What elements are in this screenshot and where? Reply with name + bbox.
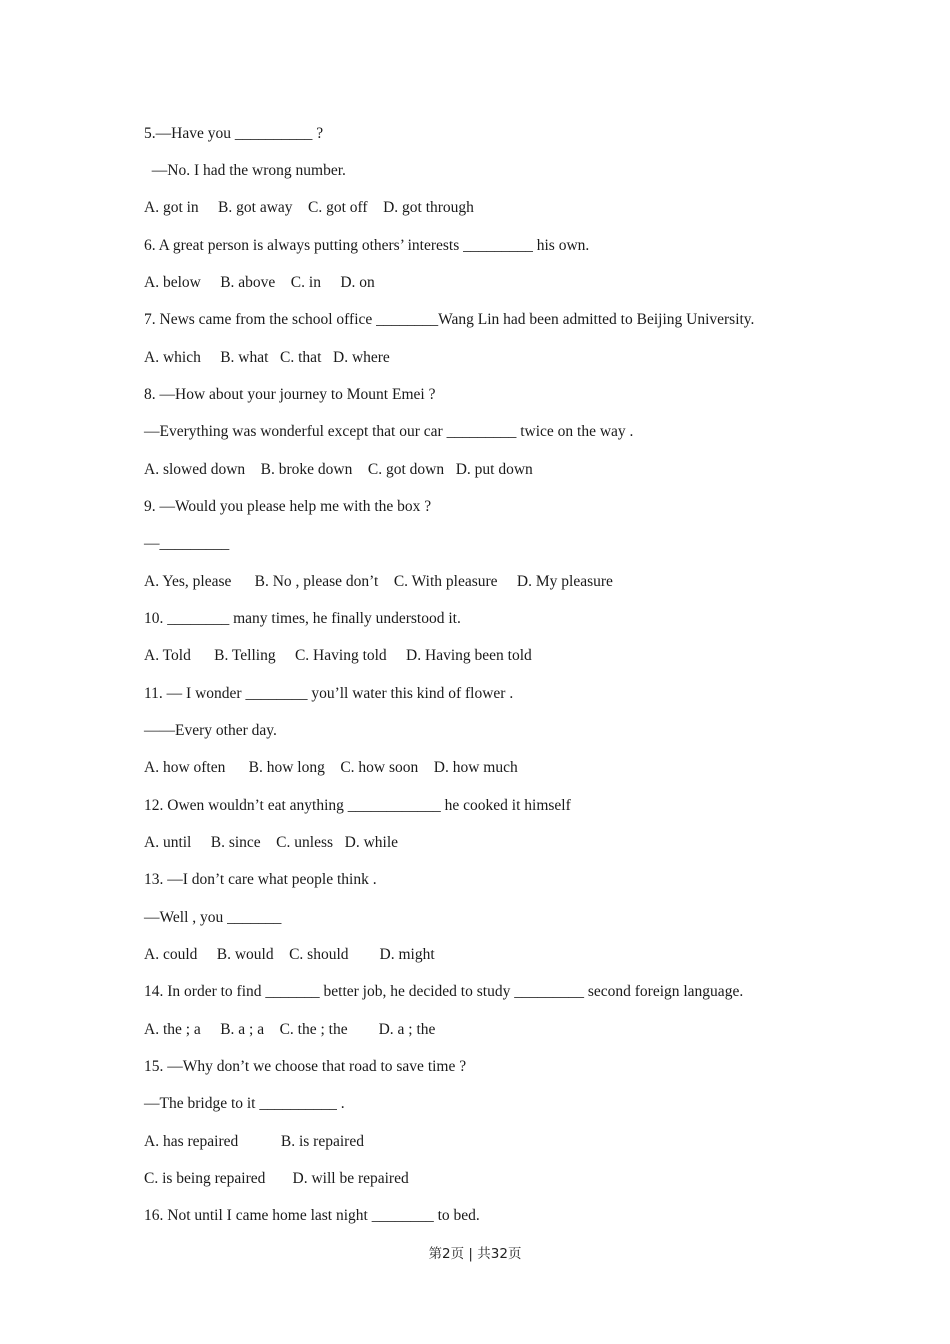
q8-stem: 8. —How about your journey to Mount Emei ? [144, 386, 436, 403]
q11-options: A. how often B. how long C. how soon D. how much [144, 759, 518, 776]
q9-reply: —_________ [144, 535, 230, 552]
q14-options: A. the ; a B. a ; a C. the ; the D. a ; the [144, 1021, 436, 1038]
q13-options: A. could B. would C. should D. might [144, 946, 435, 963]
q15-options-row1: A. has repaired B. is repaired [144, 1133, 364, 1150]
q11-stem: 11. — I wonder ________ you’ll water this kind of flower . [144, 685, 514, 702]
q12-stem: 12. Owen wouldn’t eat anything ____________ he cooked it himself [144, 797, 571, 814]
q13-stem: 13. —I don’t care what people think . [144, 871, 377, 888]
q8-reply: —Everything was wonderful except that our car _________ twice on the way . [144, 423, 634, 440]
q9-stem: 9. —Would you please help me with the box ? [144, 498, 432, 515]
q13-reply: —Well , you _______ [144, 909, 282, 926]
q5-reply: —No. I had the wrong number. [144, 162, 346, 179]
q9-options: A. Yes, please B. No , please don’t C. With pleasure D. My pleasure [144, 573, 613, 590]
q10-options: A. Told B. Telling C. Having told D. Having been told [144, 647, 532, 664]
q15-reply: —The bridge to it __________ . [144, 1095, 345, 1112]
q11-reply: ——Every other day. [144, 722, 277, 739]
page-footer-page-number: 第2页 | 共32页 [428, 1246, 522, 1262]
q5-options: A. got in B. got away C. got off D. got through [144, 199, 474, 216]
q16-stem: 16. Not until I came home last night ________ to bed. [144, 1207, 480, 1224]
q7-options: A. which B. what C. that D. where [144, 349, 390, 366]
q6-stem: 6. A great person is always putting others’ interests _________ his own. [144, 237, 590, 254]
q8-options: A. slowed down B. broke down C. got down D. put down [144, 461, 533, 478]
q12-options: A. until B. since C. unless D. while [144, 834, 399, 851]
q14-stem: 14. In order to find _______ better job, he decided to study _________ second foreign language. [144, 983, 744, 1000]
q15-options-row2: C. is being repaired D. will be repaired [144, 1170, 409, 1187]
q10-stem: 10. ________ many times, he finally understood it. [144, 610, 461, 627]
q6-options: A. below B. above C. in D. on [144, 274, 375, 291]
q5-stem: 5.—Have you __________ ? [144, 125, 324, 142]
q7-stem: 7. News came from the school office ________Wang Lin had been admitted to Beijing University. [144, 311, 755, 328]
q15-stem: 15. —Why don’t we choose that road to save time ? [144, 1058, 467, 1075]
